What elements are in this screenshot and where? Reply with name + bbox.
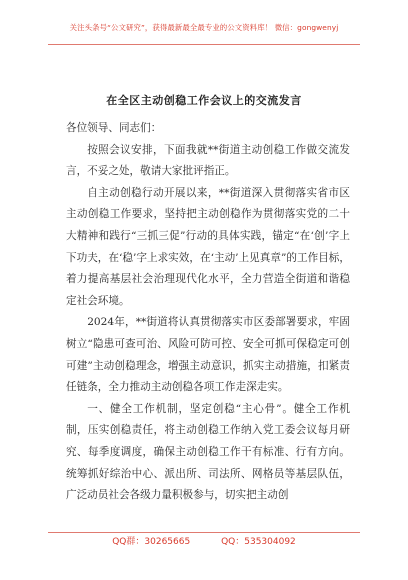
footer-qq-contact: QQ：535304092: [221, 537, 296, 547]
header-divider: [48, 44, 360, 45]
paragraph: 按照会议安排，下面我就**街道主动创稳工作做交流发言，不妥之处，敬请大家批评指正。: [66, 143, 350, 178]
document-title: 在全区主动创稳工作会议上的交流发言: [106, 94, 302, 107]
footer: [0, 534, 408, 547]
paragraph: 自主动创稳行动开展以来，**街道深入贯彻落实省市区主动创稳工作要求，坚持把主动创稳作为贯彻落实党的二十大精神和践行“三抓三促”行动的具体实践，锚定“在‘创’字上下功夫，在‘稳’字上求实效，在‘主动’上见真章”的工作目标，着力提高基层社会治理现代化水平，全力营造全街道和谐稳定社会环境。: [66, 186, 350, 307]
footer-qq-group: QQ群：30265665: [112, 537, 191, 547]
footer-divider: [48, 532, 360, 533]
document-body: [66, 114, 350, 507]
paragraph: 2024年，**街道将认真贯彻落实市区委部署要求，牢固树立“隐患可查可治、风险可防可控、安全可抓可保稳定可创可建”主动创稳理念，增强主动意识，抓实主动措施，扣紧责任链条，全力推动主动创稳各项工作走深走实。: [66, 316, 350, 394]
salutation: 各位领导、同志们：: [66, 122, 162, 134]
header-banner: 关注头条号“公文研究”，获得最新最全最专业的公文资料库！ 微信：gongwenyj: [69, 23, 339, 32]
paragraph: 一、健全工作机制，坚定创稳“主心骨”。健全工作机制，压实创稳责任，将主动创稳工作纳入党工委会议每月研究、每季度调度，确保主动创稳工作干有标准、行有方向。统筹抓好综治中心、派出所、司法所、网格员等基层队伍，广泛动员社会各级力量积极参与，切实把主动创: [66, 402, 350, 502]
